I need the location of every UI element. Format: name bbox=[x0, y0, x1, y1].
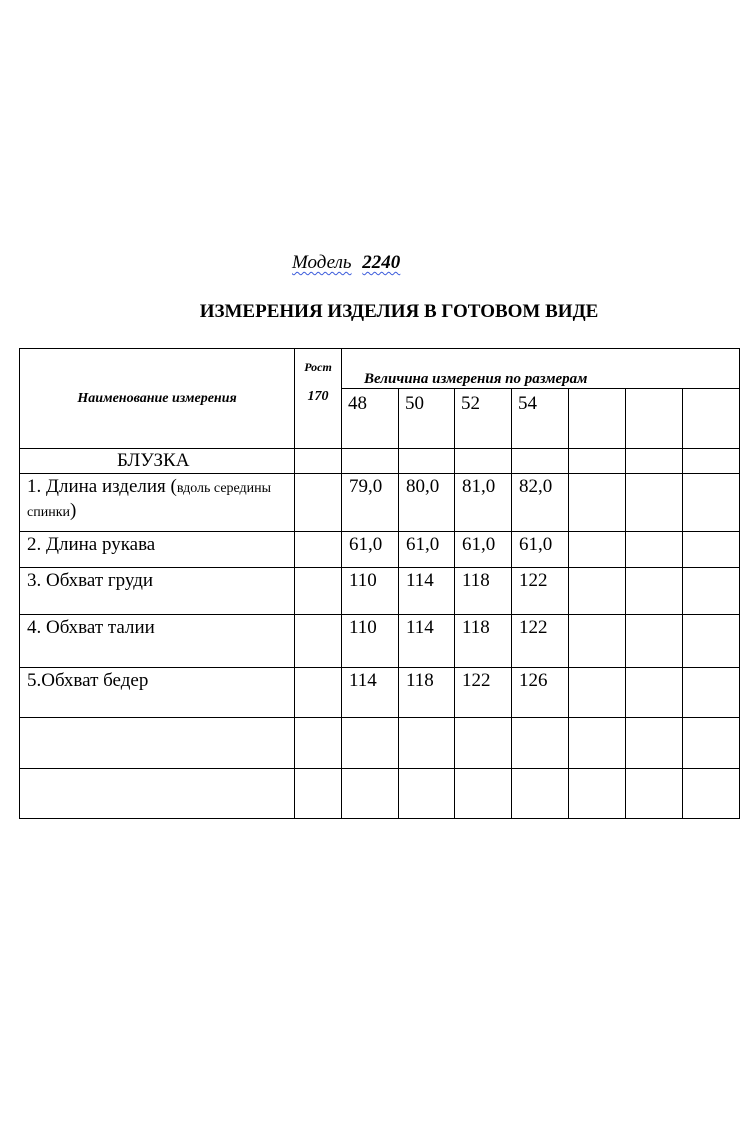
empty-cell bbox=[569, 769, 626, 819]
value-cell: 118 bbox=[399, 668, 455, 718]
model-label: Модель bbox=[292, 252, 352, 273]
value-cell bbox=[683, 532, 740, 568]
empty-cell bbox=[683, 718, 740, 769]
empty-cell bbox=[512, 769, 569, 819]
value-cell: 122 bbox=[512, 568, 569, 615]
value-cell bbox=[683, 474, 740, 532]
empty-cell bbox=[342, 449, 399, 474]
value-cell: 81,0 bbox=[455, 474, 512, 532]
row-label: 5.Обхват бедер bbox=[20, 668, 295, 718]
empty-cell bbox=[295, 718, 342, 769]
empty-cell bbox=[455, 769, 512, 819]
header-values-label: Величина измерения по размерам bbox=[342, 349, 740, 389]
value-cell bbox=[683, 615, 740, 668]
empty-cell bbox=[512, 718, 569, 769]
empty-cell bbox=[626, 718, 683, 769]
value-cell bbox=[569, 568, 626, 615]
value-cell: 79,0 bbox=[342, 474, 399, 532]
header-name-label: Наименование измерения bbox=[77, 390, 237, 406]
value-cell: 110 bbox=[342, 615, 399, 668]
empty-cell bbox=[20, 769, 295, 819]
empty-cell bbox=[569, 449, 626, 474]
rost-cell bbox=[295, 474, 342, 532]
row-label-note: вдоль середины спинки bbox=[27, 481, 272, 520]
value-cell bbox=[626, 668, 683, 718]
size-cell: 50 bbox=[399, 389, 455, 449]
measurements-table bbox=[19, 348, 740, 819]
header-rost-cell bbox=[295, 349, 342, 449]
model-line bbox=[292, 250, 400, 276]
empty-cell bbox=[626, 769, 683, 819]
empty-cell bbox=[295, 449, 342, 474]
value-cell bbox=[626, 532, 683, 568]
value-cell bbox=[683, 568, 740, 615]
row-label: 2. Длина рукава bbox=[20, 532, 295, 568]
rost-cell bbox=[295, 532, 342, 568]
value-cell bbox=[626, 474, 683, 532]
value-cell: 61,0 bbox=[399, 532, 455, 568]
model-number: 2240 bbox=[362, 252, 401, 273]
value-cell: 126 bbox=[512, 668, 569, 718]
rost-cell bbox=[295, 615, 342, 668]
size-cell: 54 bbox=[512, 389, 569, 449]
table-row bbox=[20, 615, 740, 668]
size-cell: 48 bbox=[342, 389, 399, 449]
table-row bbox=[20, 474, 740, 532]
value-cell bbox=[626, 615, 683, 668]
empty-cell bbox=[20, 718, 295, 769]
value-cell: 118 bbox=[455, 568, 512, 615]
empty-cell bbox=[399, 718, 455, 769]
empty-row bbox=[20, 718, 740, 769]
empty-cell bbox=[342, 718, 399, 769]
empty-row bbox=[20, 769, 740, 819]
table-row bbox=[20, 532, 740, 568]
row-label bbox=[20, 474, 295, 532]
value-cell: 61,0 bbox=[455, 532, 512, 568]
section-label: БЛУЗКА bbox=[20, 449, 295, 474]
table-row bbox=[20, 568, 740, 615]
empty-cell bbox=[342, 769, 399, 819]
value-cell: 110 bbox=[342, 568, 399, 615]
empty-cell bbox=[626, 449, 683, 474]
value-cell: 122 bbox=[512, 615, 569, 668]
value-cell: 118 bbox=[455, 615, 512, 668]
empty-cell bbox=[455, 449, 512, 474]
size-cell bbox=[569, 389, 626, 449]
value-cell: 114 bbox=[399, 615, 455, 668]
value-cell: 61,0 bbox=[512, 532, 569, 568]
value-cell bbox=[683, 668, 740, 718]
empty-cell bbox=[295, 769, 342, 819]
value-cell bbox=[569, 532, 626, 568]
value-cell: 61,0 bbox=[342, 532, 399, 568]
value-cell bbox=[569, 615, 626, 668]
rost-cell bbox=[295, 668, 342, 718]
value-cell: 82,0 bbox=[512, 474, 569, 532]
value-cell: 80,0 bbox=[399, 474, 455, 532]
value-cell: 114 bbox=[399, 568, 455, 615]
size-cell bbox=[683, 389, 740, 449]
value-cell: 122 bbox=[455, 668, 512, 718]
empty-cell bbox=[683, 449, 740, 474]
table-row bbox=[20, 668, 740, 718]
empty-cell bbox=[569, 718, 626, 769]
row-label: 3. Обхват груди bbox=[20, 568, 295, 615]
empty-cell bbox=[683, 769, 740, 819]
header-rost-value: 170 bbox=[307, 389, 329, 404]
size-cell: 52 bbox=[455, 389, 512, 449]
empty-cell bbox=[512, 449, 569, 474]
header-rost-label: Рост bbox=[304, 360, 332, 374]
document-title: ИЗМЕРЕНИЯ ИЗДЕЛИЯ В ГОТОВОМ ВИДЕ bbox=[199, 301, 599, 322]
row-label-main: 1. Длина изделия ( bbox=[27, 476, 177, 497]
value-cell: 114 bbox=[342, 668, 399, 718]
header-name-cell bbox=[20, 349, 295, 449]
section-row bbox=[20, 449, 740, 474]
empty-cell bbox=[399, 449, 455, 474]
header-row bbox=[20, 349, 740, 389]
value-cell bbox=[569, 474, 626, 532]
value-cell bbox=[626, 568, 683, 615]
row-label-end: ) bbox=[69, 500, 77, 521]
empty-cell bbox=[399, 769, 455, 819]
empty-cell bbox=[455, 718, 512, 769]
value-cell bbox=[569, 668, 626, 718]
size-cell bbox=[626, 389, 683, 449]
rost-cell bbox=[295, 568, 342, 615]
row-label: 4. Обхват талии bbox=[20, 615, 295, 668]
